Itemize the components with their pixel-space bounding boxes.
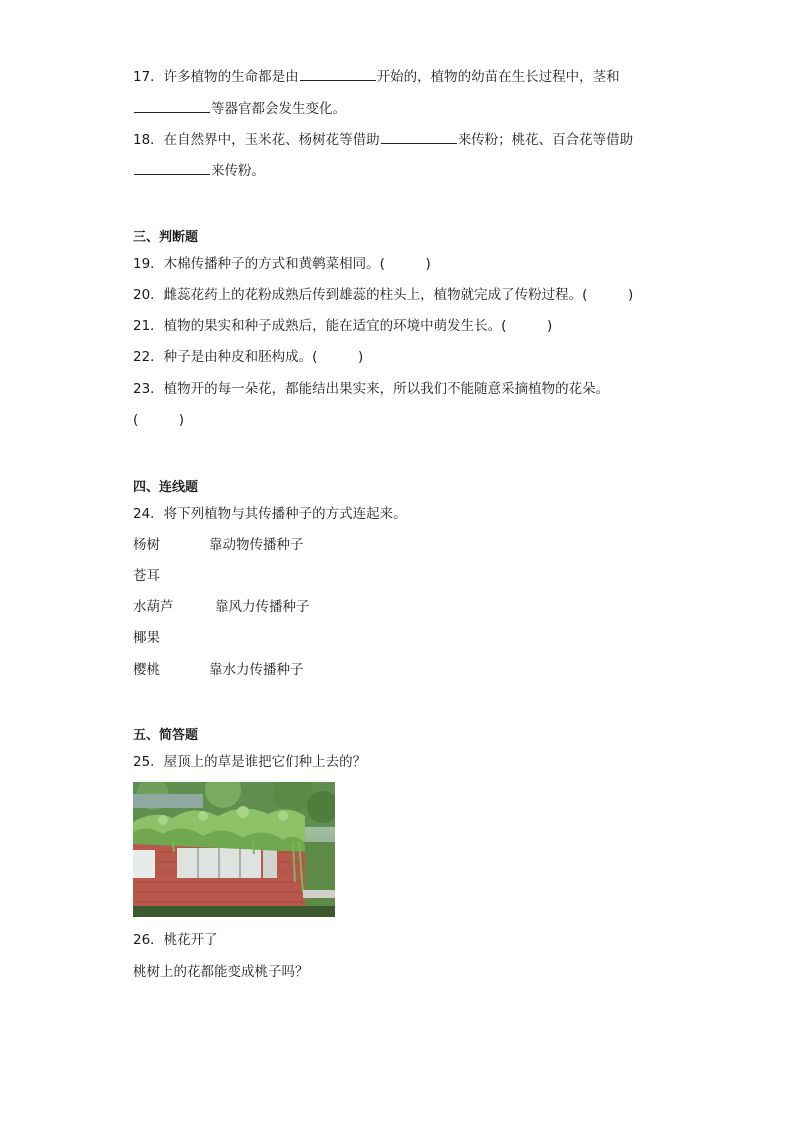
question-18-line-2	[133, 160, 265, 181]
match-left-item[interactable]: 水葫芦	[133, 599, 174, 615]
question-23-answer-paren: ( )	[133, 412, 185, 428]
section-heading-matching: 四、连线题	[133, 480, 199, 495]
question-26-prompt: 桃树上的花都能变成桃子吗？	[133, 964, 309, 980]
match-row	[133, 660, 304, 680]
section-heading-short-answer: 五、简答题	[133, 728, 199, 743]
match-left-item[interactable]: 杨树	[133, 537, 160, 553]
answer-blank[interactable]	[134, 160, 210, 175]
match-left-item[interactable]: 椰果	[133, 630, 160, 646]
match-right-item[interactable]: 靠水力传播种子	[209, 662, 304, 678]
match-row	[133, 597, 310, 617]
q17-text-b: 开始的，植物的幼苗在生长过程中，茎和	[376, 69, 620, 85]
question-22: 22．种子是由种皮和胚构成。( )	[133, 349, 364, 365]
question-26-title: 26．桃花开了	[133, 932, 218, 948]
match-right-item[interactable]: 靠动物传播种子	[209, 537, 304, 553]
question-23-line-1: 23．植物开的每一朵花，都能结出果实来，所以我们不能随意采摘植物的花朵。	[133, 381, 610, 397]
q18-text-c: 来传粉。	[211, 163, 265, 179]
match-row	[133, 566, 160, 586]
answer-blank[interactable]	[300, 66, 376, 81]
question-18-line-1	[133, 129, 633, 150]
match-row	[133, 535, 304, 555]
question-21: 21．植物的果实和种子成熟后，能在适宜的环境中萌发生长。( )	[133, 318, 553, 334]
question-20: 20．雌蕊花药上的花粉成熟后传到雄蕊的柱头上，植物就完成了传粉过程。( )	[133, 287, 634, 303]
match-right-item[interactable]: 靠风力传播种子	[215, 599, 310, 615]
q18-text-a: 18．在自然界中，玉米花、杨树花等借助	[133, 132, 380, 148]
match-row	[133, 628, 160, 648]
question-25: 25．屋顶上的草是谁把它们种上去的？	[133, 754, 367, 770]
q17-text-c: 等器官都会发生变化。	[211, 101, 346, 117]
match-left-item[interactable]: 樱桃	[133, 662, 160, 678]
answer-blank[interactable]	[134, 98, 210, 113]
question-17-line-2	[133, 98, 346, 119]
q18-text-b: 来传粉；桃花、百合花等借助	[457, 132, 634, 148]
match-left-item[interactable]: 苍耳	[133, 568, 160, 584]
section-heading-judgment: 三、判断题	[133, 230, 199, 245]
question-17-line-1	[133, 66, 620, 87]
question-24-prompt: 24．将下列植物与其传播种子的方式连起来。	[133, 506, 407, 522]
answer-blank[interactable]	[381, 129, 457, 144]
rooftop-plants-photo	[133, 782, 335, 917]
question-19: 19．木棉传播种子的方式和黄鹌菜相同。( )	[133, 256, 431, 272]
q17-text-a: 17．许多植物的生命都是由	[133, 69, 299, 85]
